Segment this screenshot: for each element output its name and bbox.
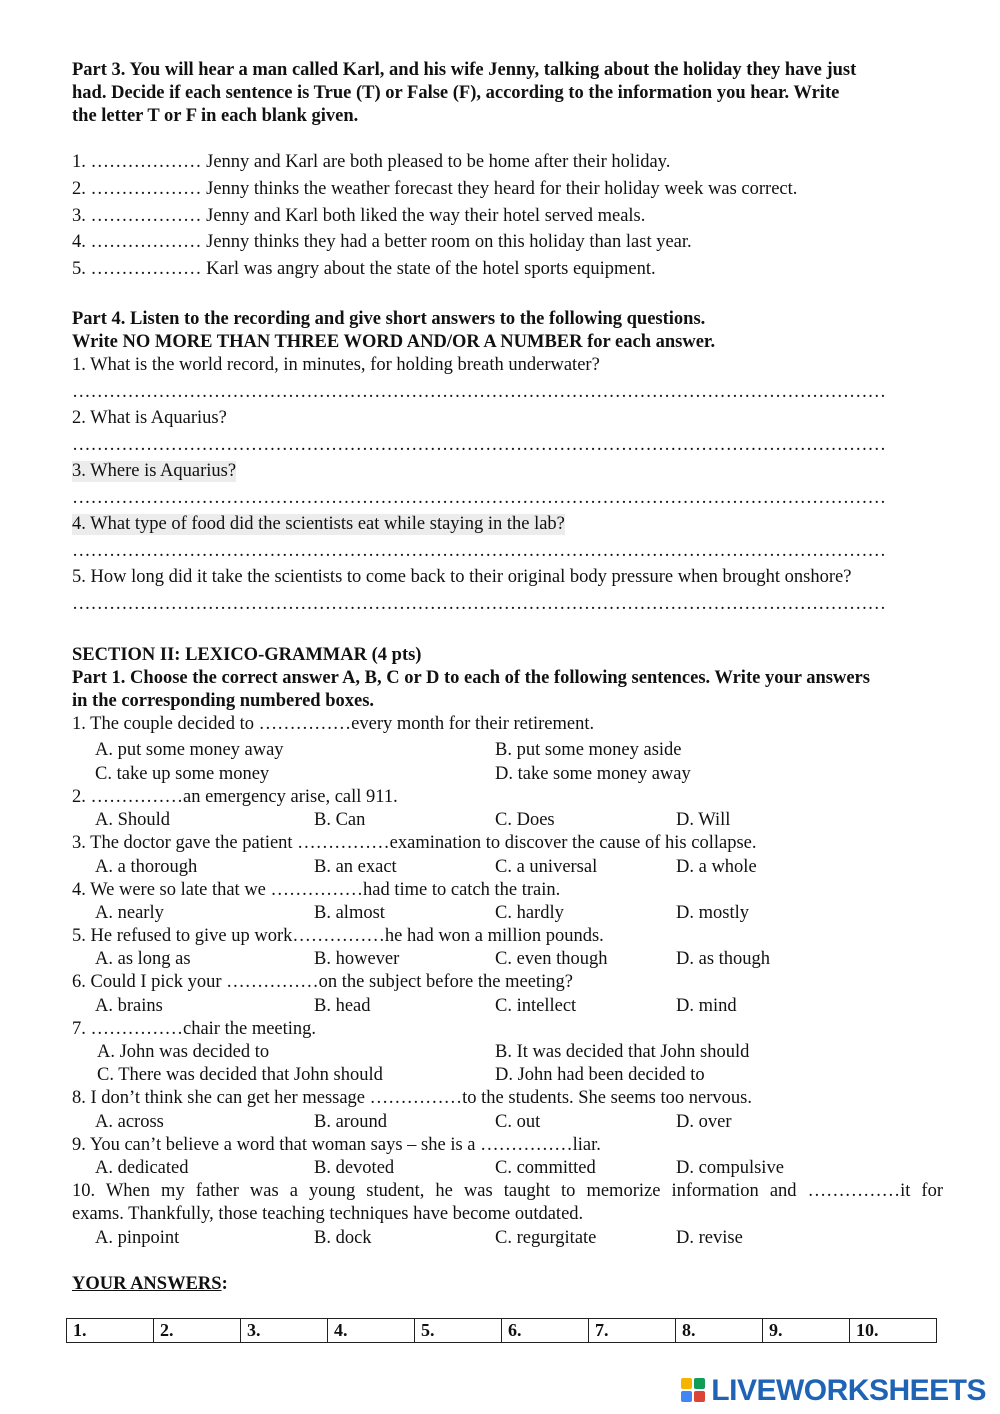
logo-text: LIVEWORKSHEETS	[711, 1374, 986, 1407]
option[interactable]: A. pinpoint	[95, 1228, 180, 1248]
part3-instruction-line2: had. Decide if each sentence is True (T) or False (F), according to the information you hear. Write	[72, 83, 840, 103]
part4-question-5: 5. How long did it take the scientists to come back to their original body pressure when brought onshore?	[72, 567, 852, 587]
answer-blank[interactable]: ………………	[90, 152, 202, 172]
option[interactable]: A. put some money away	[95, 740, 284, 760]
option[interactable]: D. John had been decided to	[495, 1065, 705, 1085]
answer-blank[interactable]: ………………	[90, 179, 202, 199]
option[interactable]: B. around	[314, 1112, 387, 1132]
option[interactable]: D. revise	[676, 1228, 743, 1248]
question-5-stem: 5. He refused to give up work……………he had won a million pounds.	[72, 926, 604, 946]
option[interactable]: A. Should	[95, 810, 171, 830]
option[interactable]: B. It was decided that John should	[495, 1042, 750, 1062]
option[interactable]: C. a universal	[495, 857, 598, 877]
part4-question-2: 2. What is Aquarius?	[72, 408, 227, 428]
option[interactable]: A. dedicated	[95, 1158, 189, 1178]
option[interactable]: D. mostly	[676, 903, 749, 923]
answer-box-8[interactable]: 8.	[676, 1319, 763, 1343]
option[interactable]: C. There was decided that John should	[97, 1065, 383, 1085]
option[interactable]: D. as though	[676, 949, 771, 969]
part3-instruction-line3: the letter T or F in each blank given.	[72, 106, 359, 126]
answer-box-1[interactable]: 1.	[67, 1319, 154, 1343]
question-1-stem: 1. The couple decided to ……………every month for their retirement.	[72, 714, 595, 734]
answer-box-4[interactable]: 4.	[328, 1319, 415, 1343]
option[interactable]: C. committed	[495, 1158, 596, 1178]
option[interactable]: B. devoted	[314, 1158, 395, 1178]
option[interactable]: C. regurgitate	[495, 1228, 597, 1248]
part1-instruction-line2: in the corresponding numbered boxes.	[72, 691, 375, 711]
part3-instruction-line1: Part 3. You will hear a man called Karl, and his wife Jenny, talking about the holiday they have just	[72, 60, 857, 80]
option[interactable]: A. as long as	[95, 949, 191, 969]
option[interactable]: B. put some money aside	[495, 740, 682, 760]
part4-instruction-line2: Write NO MORE THAN THREE WORD AND/OR A NUMBER for each answer.	[72, 332, 716, 352]
question-10-stem-line2: exams. Thankfully, those teaching techniques have become outdated.	[72, 1204, 584, 1224]
option[interactable]: C. out	[495, 1112, 541, 1132]
question-10-stem-line1: 10. When my father was a young student, he was taught to memorize information and ……………it for	[72, 1181, 943, 1201]
option[interactable]: C. take up some money	[95, 764, 270, 784]
liveworksheets-logo	[681, 1374, 986, 1408]
your-answers-heading: YOUR ANSWERS:	[72, 1274, 228, 1294]
answer-box-10[interactable]: 10.	[850, 1319, 937, 1343]
answer-blank[interactable]: ………………	[90, 259, 202, 279]
answer-table	[66, 1318, 937, 1343]
option[interactable]: B. almost	[314, 903, 385, 923]
question-6-stem: 6. Could I pick your ……………on the subject before the meeting?	[72, 972, 573, 992]
liveworksheets-logo-icon	[681, 1378, 707, 1404]
answer-line[interactable]: ……………………………………………………………………………………………………………………	[72, 594, 886, 614]
option[interactable]: B. an exact	[314, 857, 397, 877]
part4-question-4: 4. What type of food did the scientists eat while staying in the lab?	[72, 514, 565, 534]
option[interactable]: D. mind	[676, 996, 737, 1016]
part4-instruction-line1: Part 4. Listen to the recording and give short answers to the following questions.	[72, 309, 706, 329]
answer-blank[interactable]: ………………	[90, 232, 202, 252]
answer-box-6[interactable]: 6.	[502, 1319, 589, 1343]
option[interactable]: A. brains	[95, 996, 163, 1016]
answer-line[interactable]: ……………………………………………………………………………………………………………………	[72, 488, 886, 508]
question-4-stem: 4. We were so late that we ……………had time to catch the train.	[72, 880, 561, 900]
answer-blank[interactable]: ………………	[90, 206, 202, 226]
part4-question-3: 3. Where is Aquarius?	[72, 461, 237, 481]
option[interactable]: A. John was decided to	[97, 1042, 270, 1062]
option[interactable]: C. intellect	[495, 996, 577, 1016]
option[interactable]: B. Can	[314, 810, 366, 830]
section2-title: SECTION II: LEXICO-GRAMMAR (4 pts)	[72, 645, 422, 665]
part1-instruction-line1: Part 1. Choose the correct answer A, B, C or D to each of the following sentences. Write your answers	[72, 668, 870, 688]
option[interactable]: B. however	[314, 949, 400, 969]
option[interactable]: D. a whole	[676, 857, 757, 877]
answer-line[interactable]: ……………………………………………………………………………………………………………………	[72, 435, 886, 455]
answer-box-5[interactable]: 5.	[415, 1319, 502, 1343]
part3-item-3: 3. ……………… Jenny and Karl both liked the way their hotel served meals.	[72, 206, 646, 226]
question-2-stem: 2. ……………an emergency arise, call 911.	[72, 787, 398, 807]
option[interactable]: B. head	[314, 996, 371, 1016]
answer-line[interactable]: ……………………………………………………………………………………………………………………	[72, 541, 886, 561]
option[interactable]: C. even though	[495, 949, 608, 969]
answer-box-2[interactable]: 2.	[154, 1319, 241, 1343]
question-9-stem: 9. You can’t believe a word that woman says – she is a ……………liar.	[72, 1135, 601, 1155]
answer-line[interactable]: ……………………………………………………………………………………………………………………	[72, 382, 886, 402]
option[interactable]: D. take some money away	[495, 764, 691, 784]
part3-item-5: 5. ……………… Karl was angry about the state of the hotel sports equipment.	[72, 259, 656, 279]
option[interactable]: D. over	[676, 1112, 732, 1132]
part4-question-1: 1. What is the world record, in minutes, for holding breath underwater?	[72, 355, 600, 375]
question-8-stem: 8. I don’t think she can get her message ……………to the students. She seems too nervous.	[72, 1088, 752, 1108]
answer-box-7[interactable]: 7.	[589, 1319, 676, 1343]
option[interactable]: A. a thorough	[95, 857, 198, 877]
answer-box-3[interactable]: 3.	[241, 1319, 328, 1343]
question-3-stem: 3. The doctor gave the patient ……………examination to discover the cause of his collapse.	[72, 833, 757, 853]
question-7-stem: 7. ……………chair the meeting.	[72, 1019, 317, 1039]
option[interactable]: A. across	[95, 1112, 164, 1132]
option[interactable]: C. hardly	[495, 903, 564, 923]
option[interactable]: B. dock	[314, 1228, 372, 1248]
option[interactable]: D. compulsive	[676, 1158, 784, 1178]
part3-item-1: 1. ……………… Jenny and Karl are both pleased to be home after their holiday.	[72, 152, 671, 172]
option[interactable]: A. nearly	[95, 903, 164, 923]
option[interactable]: C. Does	[495, 810, 555, 830]
part3-item-4: 4. ……………… Jenny thinks they had a better room on this holiday than last year.	[72, 232, 692, 252]
option[interactable]: D. Will	[676, 810, 731, 830]
part3-item-2: 2. ……………… Jenny thinks the weather forecast they heard for their holiday week was correct.	[72, 179, 798, 199]
answer-box-9[interactable]: 9.	[763, 1319, 850, 1343]
